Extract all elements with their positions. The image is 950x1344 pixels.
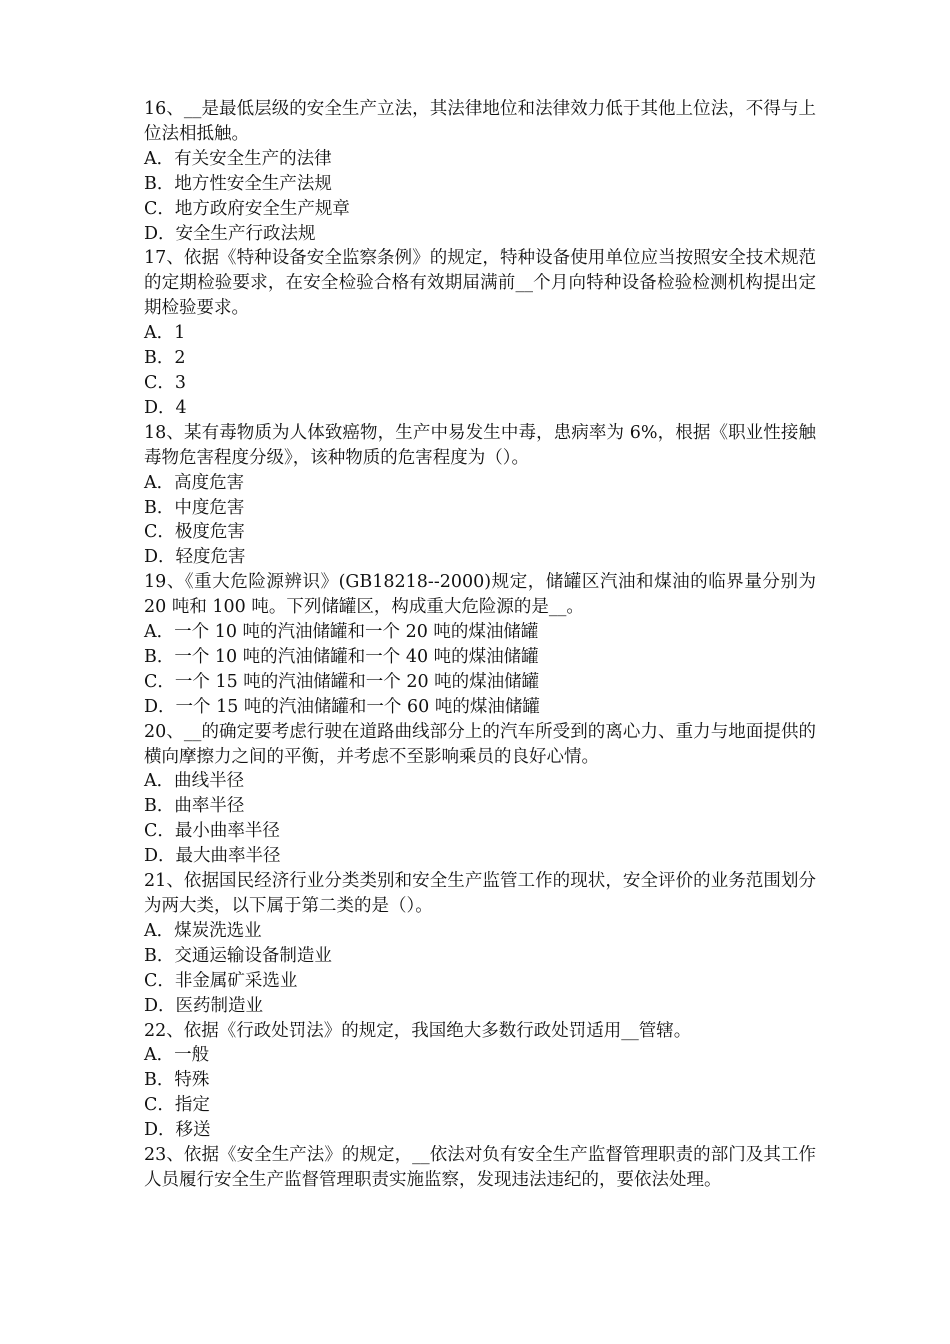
option-b: B．特殊 <box>144 1070 210 1091</box>
document-page <box>144 97 816 1193</box>
option-a: A．有关安全生产的法律 <box>144 148 332 169</box>
option-a: A．高度危害 <box>144 472 245 493</box>
option-b: B．中度危害 <box>144 497 245 518</box>
question-21 <box>144 869 816 1018</box>
option-c: C．3 <box>144 372 187 393</box>
question-16 <box>144 97 816 246</box>
option-c: C．指定 <box>144 1095 210 1116</box>
option-c: C．地方政府安全生产规章 <box>144 198 350 219</box>
option-d: D．一个 15 吨的汽油储罐和一个 60 吨的煤油储罐 <box>144 696 540 717</box>
option-b: B．一个 10 吨的汽油储罐和一个 40 吨的煤油储罐 <box>144 646 539 667</box>
option-d: D．医药制造业 <box>144 995 264 1016</box>
question-stem: 21、依据国民经济行业分类类别和安全生产监管工作的现状，安全评价的业务范围划分为两大类，以下属于第二类的是（）。 <box>144 871 816 916</box>
option-a: A．一般 <box>144 1045 210 1066</box>
option-c: C．极度危害 <box>144 522 245 543</box>
option-list <box>144 321 816 421</box>
option-a: A．煤炭洗选业 <box>144 920 262 941</box>
option-list <box>144 147 816 247</box>
question-22 <box>144 1019 816 1144</box>
option-a: A．一个 10 吨的汽油储罐和一个 20 吨的煤油储罐 <box>144 622 539 643</box>
question-19 <box>144 570 816 719</box>
question-stem: 20、__的确定要考虑行驶在道路曲线部分上的汽车所受到的离心力、重力与地面提供的横向摩擦力之间的平衡，并考虑不至影响乘员的良好心情。 <box>144 721 816 767</box>
question-20 <box>144 720 816 869</box>
option-a: A．曲线半径 <box>144 771 245 792</box>
option-d: D．移送 <box>144 1120 211 1141</box>
option-b: B．曲率半径 <box>144 796 245 817</box>
option-c: C．非金属矿采选业 <box>144 970 298 991</box>
question-stem: 23、依据《安全生产法》的规定，__依法对负有安全生产监督管理职责的部门及其工作人员履行安全生产监督管理职责实施监察，发现违法违纪的，要依法处理。 <box>144 1145 816 1190</box>
option-d: D．轻度危害 <box>144 547 246 568</box>
option-list <box>144 620 816 720</box>
question-17 <box>144 246 816 420</box>
option-d: D．4 <box>144 397 187 418</box>
option-list <box>144 769 816 869</box>
option-c: C．最小曲率半径 <box>144 821 280 842</box>
option-c: C．一个 15 吨的汽油储罐和一个 20 吨的煤油储罐 <box>144 671 540 692</box>
option-b: B．交通运输设备制造业 <box>144 945 332 966</box>
question-18 <box>144 421 816 570</box>
question-stem: 22、依据《行政处罚法》的规定，我国绝大多数行政处罚适用__管辖。 <box>144 1020 692 1041</box>
question-stem: 18、某有毒物质为人体致癌物，生产中易发生中毒，患病率为 6%，根据《职业性接触毒物危害程度分级》，该种物质的危害程度为（）。 <box>144 422 816 468</box>
option-list <box>144 919 816 1019</box>
option-d: D．最大曲率半径 <box>144 846 281 867</box>
option-list <box>144 1043 816 1143</box>
question-stem: 16、__是最低层级的安全生产立法，其法律地位和法律效力低于其他上位法，不得与上位法相抵触。 <box>144 99 816 144</box>
option-a: A．1 <box>144 323 186 344</box>
option-b: B．2 <box>144 348 186 369</box>
option-list <box>144 471 816 571</box>
question-stem: 19、《重大危险源辨识》(GB18218--2000)规定，储罐区汽油和煤油的临界量分别为 20 吨和 100 吨。下列储罐区，构成重大危险源的是__。 <box>144 572 816 618</box>
option-b: B．地方性安全生产法规 <box>144 173 332 194</box>
question-stem: 17、依据《特种设备安全监察条例》的规定，特种设备使用单位应当按照安全技术规范的定期检验要求，在安全检验合格有效期届满前__个月向特种设备检验检测机构提出定期检验要求。 <box>144 248 816 319</box>
option-d: D．安全生产行政法规 <box>144 223 316 244</box>
question-23 <box>144 1143 816 1193</box>
